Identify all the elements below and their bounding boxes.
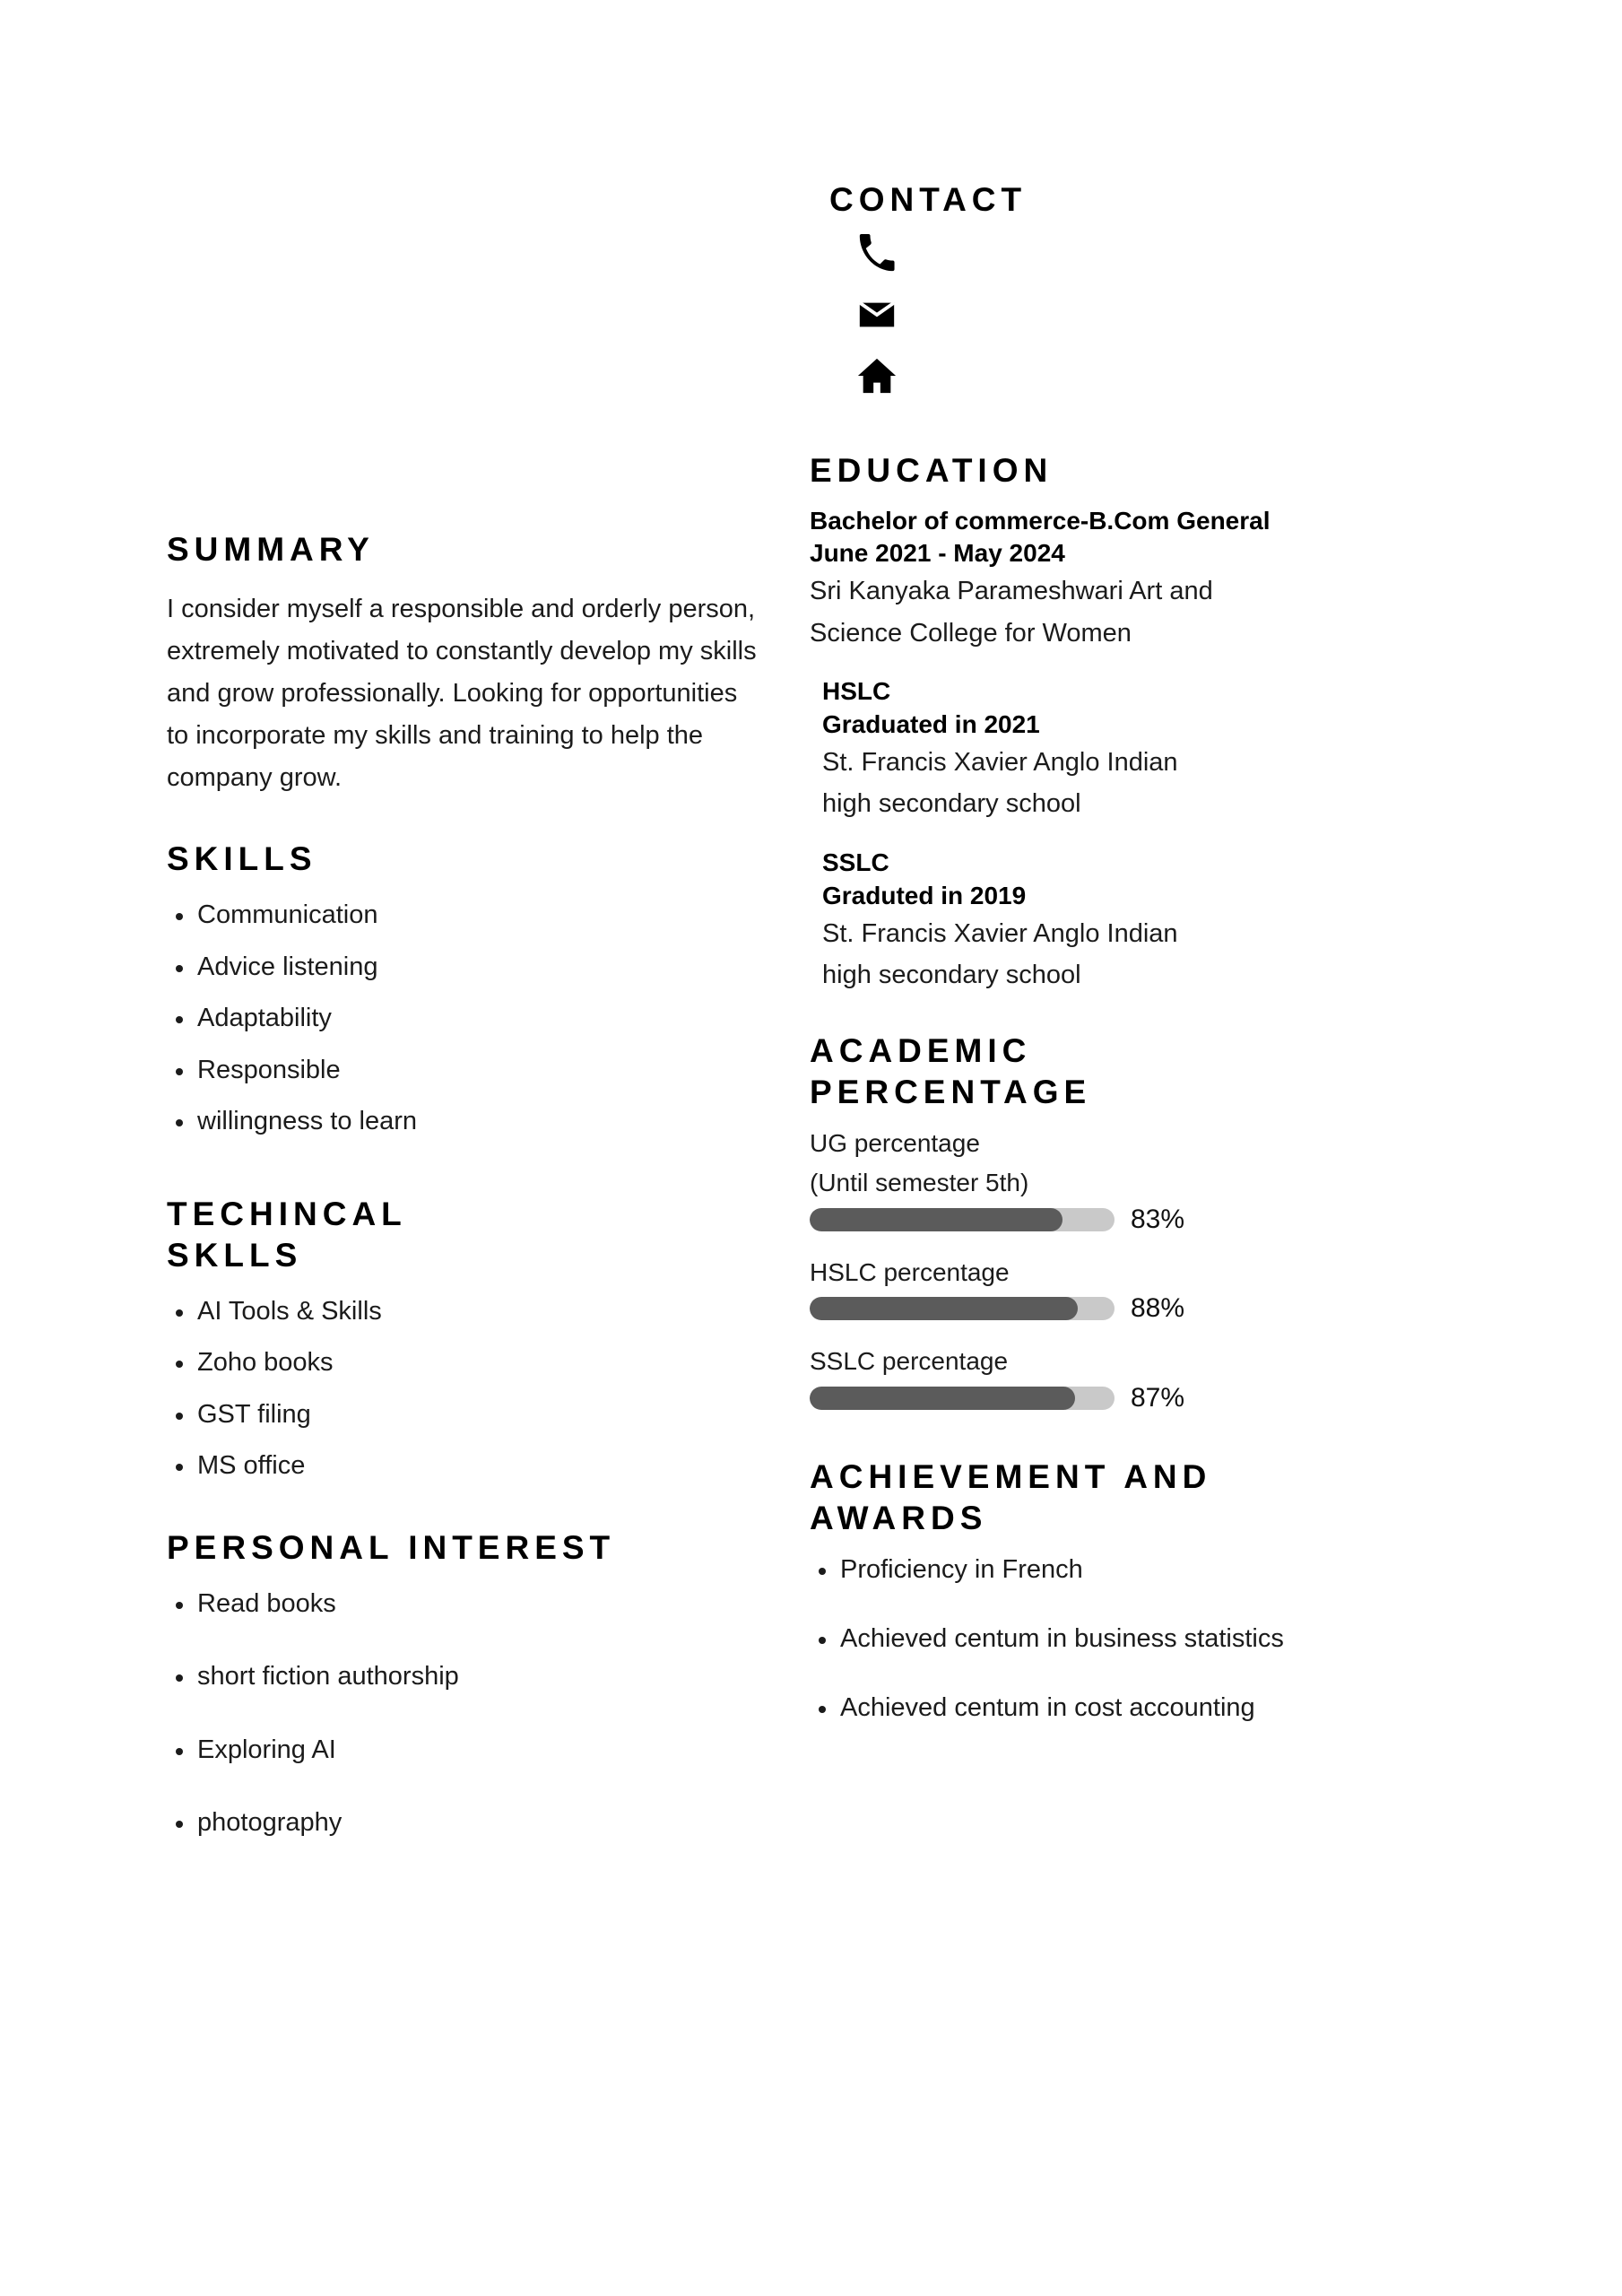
- education-school-line1: Sri Kanyaka Parameshwari Art and: [810, 577, 1213, 606]
- academic-label-line1: SSLC percentage: [810, 1347, 1009, 1376]
- spacer: [167, 1500, 759, 1527]
- academic-label-line1: UG percentage: [810, 1129, 980, 1158]
- academic-percentage-row: [810, 1344, 1491, 1413]
- technical-skills-heading: [167, 1194, 759, 1277]
- list-item: Achieved centum in cost accounting: [810, 1691, 1491, 1726]
- progress-bar-value: 83%: [1131, 1204, 1185, 1234]
- education-school-line2: high secondary school: [822, 961, 1081, 990]
- list-item: AI Tools & Skills: [167, 1294, 759, 1329]
- education-school-line1: St. Francis Xavier Anglo Indian: [822, 748, 1178, 778]
- education-degree-line2: June 2021 - May 2024: [810, 539, 1065, 568]
- spacer: [167, 1156, 759, 1194]
- skills-list: [167, 898, 759, 1139]
- academic-label-line1: HSLC percentage: [810, 1257, 1010, 1286]
- education-entry: [810, 505, 1491, 655]
- education-school-line1: St. Francis Xavier Anglo Indian: [822, 918, 1178, 948]
- personal-interest-list: [167, 1587, 759, 1841]
- progress-bar-track: [810, 1387, 1115, 1410]
- list-item: MS office: [167, 1448, 759, 1483]
- technical-skills-heading-line2: SKLLS: [167, 1236, 303, 1274]
- academic-percentage-heading-line1: ACADEMIC: [810, 1031, 1032, 1069]
- achievements-list: [810, 1552, 1491, 1726]
- education-entry: [810, 847, 1491, 996]
- spacer: [810, 1018, 1491, 1031]
- home-icon: [856, 355, 898, 396]
- list-item: Advice listening: [167, 950, 759, 985]
- left-column: [167, 529, 759, 1879]
- summary-heading: SUMMARY: [167, 531, 375, 568]
- progress-bar-fill: [810, 1387, 1075, 1410]
- education-heading: EDUCATION: [810, 452, 1054, 490]
- list-item: Achieved centum in business statistics: [810, 1622, 1491, 1657]
- list-item: Zoho books: [167, 1345, 759, 1380]
- academic-percentage-heading-line2: PERCENTAGE: [810, 1073, 1092, 1110]
- email-icon: [856, 294, 898, 335]
- list-item: Read books: [167, 1587, 759, 1622]
- list-item: willingness to learn: [167, 1104, 759, 1139]
- progress-bar-track: [810, 1297, 1115, 1320]
- skills-heading: SKILLS: [167, 840, 317, 878]
- list-item: short fiction authorship: [167, 1659, 759, 1694]
- education-degree-line2: Graduated in 2021: [822, 710, 1040, 739]
- academic-percentage-row: [810, 1255, 1491, 1325]
- progress-bar-fill: [810, 1297, 1078, 1320]
- list-item: photography: [167, 1805, 759, 1840]
- education-degree-line1: SSLC: [822, 848, 889, 876]
- technical-skills-heading-line1: TECHINCAL: [167, 1195, 407, 1232]
- academic-percentage-heading: [810, 1031, 1491, 1114]
- education-degree-line1: HSLC: [822, 677, 891, 706]
- achievements-heading-line1: ACHIEVEMENT AND: [810, 1458, 1212, 1496]
- list-item: Communication: [167, 898, 759, 933]
- education-degree-line2: Graduted in 2019: [822, 881, 1027, 909]
- list-item: Adaptability: [167, 1001, 759, 1036]
- right-column: [810, 179, 1491, 1761]
- progress-bar-value: 88%: [1131, 1293, 1185, 1324]
- education-entry: [810, 675, 1491, 825]
- achievements-heading: [810, 1457, 1491, 1540]
- spacer: [810, 1433, 1491, 1457]
- academic-label-line2: (Until semester 5th): [810, 1168, 1029, 1196]
- academic-percentage-row: [810, 1126, 1491, 1235]
- technical-skills-list: [167, 1294, 759, 1484]
- education-school-line2: Science College for Women: [810, 618, 1132, 648]
- contact-heading: CONTACT: [829, 181, 1028, 218]
- achievements-heading-line2: AWARDS: [810, 1500, 988, 1537]
- phone-icon: [856, 233, 898, 274]
- list-item: GST filing: [167, 1397, 759, 1432]
- progress-bar-fill: [810, 1208, 1063, 1231]
- education-school-line2: high secondary school: [822, 789, 1081, 819]
- list-item: Responsible: [167, 1053, 759, 1088]
- progress-bar-track: [810, 1208, 1115, 1231]
- spacer: [810, 416, 1491, 450]
- contact-icon-group: [856, 233, 1491, 396]
- list-item: Proficiency in French: [810, 1552, 1491, 1587]
- summary-text: I consider myself a responsible and orderly person, extremely motivated to constantly develop my skills and grow professionally. Looking for opportunities to incorporate my skills and training to help the company grow.: [167, 595, 757, 793]
- education-degree-line1: Bachelor of commerce-B.Com General: [810, 506, 1271, 535]
- progress-bar-value: 87%: [1131, 1383, 1185, 1413]
- list-item: Exploring AI: [167, 1733, 759, 1768]
- personal-interest-heading: PERSONAL INTEREST: [167, 1528, 616, 1566]
